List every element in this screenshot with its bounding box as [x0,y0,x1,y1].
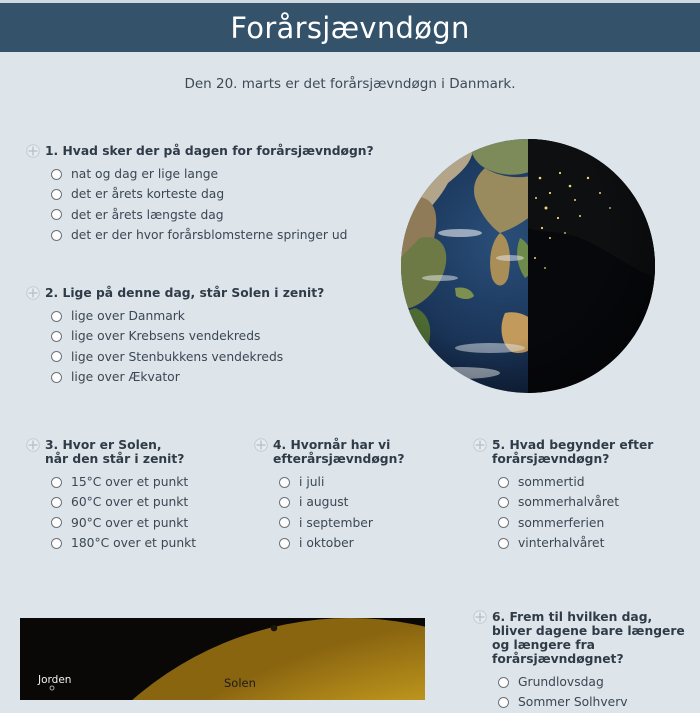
q1-option-3[interactable] [51,205,374,225]
radio-button[interactable] [51,477,62,488]
sun-transit-photo [20,618,425,700]
option-label: det er årets korteste dag [71,187,225,202]
page-title: Forårsjævndøgn [230,10,470,45]
q5-option-3[interactable] [498,513,653,533]
q2-option-3[interactable] [51,347,324,367]
question-4 [254,438,404,553]
q4-option-1[interactable] [279,472,404,492]
q2-option-2[interactable] [51,326,324,346]
question-2 [26,286,324,387]
radio-button[interactable] [498,477,509,488]
q2-option-1[interactable] [51,306,324,326]
radio-button[interactable] [51,331,62,342]
question-2-text: 2. Lige på denne dag, står Solen i zenit? [45,286,325,300]
option-label: sommerhalvåret [518,495,620,510]
question-3 [26,438,196,553]
move-handle-icon[interactable] [473,438,487,452]
sun-label: Solen [224,676,256,690]
q4-option-2[interactable] [279,492,404,512]
radio-button[interactable] [51,230,62,241]
q3-option-4[interactable] [51,533,196,553]
q3-option-2[interactable] [51,492,196,512]
option-label: Sommer Solhverv [518,695,628,710]
option-label: 15°C over et punkt [71,475,189,490]
option-label: lige over Stenbukkens vendekreds [71,349,284,364]
move-handle-icon[interactable] [26,438,40,452]
radio-button[interactable] [51,189,62,200]
q5-option-1[interactable] [498,472,653,492]
radio-button[interactable] [498,538,509,549]
q5-option-4[interactable] [498,533,653,553]
radio-button[interactable] [51,497,62,508]
sun-disc-image [20,618,425,700]
option-label: i august [299,495,349,510]
q6-option-2[interactable] [498,692,685,712]
question-1 [26,144,374,245]
option-label: Grundlovsdag [518,675,604,690]
option-label: sommerferien [518,515,605,530]
option-label: det er der hvor forårsblomsterne springer ud [71,228,348,243]
q1-option-2[interactable] [51,184,374,204]
q6-option-1[interactable] [498,672,685,692]
earth-day-night-image [400,138,656,394]
question-5-text: 5. Hvad begynder efter forårsjævndøgn? [492,438,654,466]
q2-option-4[interactable] [51,367,324,387]
option-label: sommertid [518,475,585,490]
radio-button[interactable] [51,209,62,220]
q4-option-3[interactable] [279,513,404,533]
move-handle-icon[interactable] [254,438,268,452]
question-6-text: 6. Frem til hvilken dag, bliver dagene bare længere og længere fra forårsjævndøgnet? [492,610,685,666]
q4-option-4[interactable] [279,533,404,553]
question-4-text: 4. Hvornår har vi efterårsjævndøgn? [273,438,405,466]
move-handle-icon[interactable] [26,144,40,158]
radio-button[interactable] [498,677,509,688]
q5-option-2[interactable] [498,492,653,512]
question-1-text: 1. Hvad sker der på dagen for forårsjævndøgn? [45,144,374,158]
option-label: i september [299,515,373,530]
radio-button[interactable] [51,538,62,549]
radio-button[interactable] [51,169,62,180]
earth-label: Jorden [38,674,72,686]
q3-option-3[interactable] [51,513,196,533]
radio-button[interactable] [279,538,290,549]
question-3-text: 3. Hvor er Solen, når den står i zenit? [45,438,185,466]
radio-button[interactable] [51,372,62,383]
radio-button[interactable] [498,517,509,528]
option-label: vinterhalvåret [518,536,605,551]
question-6 [473,610,685,713]
move-handle-icon[interactable] [26,286,40,300]
option-label: det er årets længste dag [71,207,224,222]
move-handle-icon[interactable] [473,610,487,624]
radio-button[interactable] [498,497,509,508]
option-label: 180°C over et punkt [71,536,197,551]
q3-option-1[interactable] [51,472,196,492]
q1-option-1[interactable] [51,164,374,184]
option-label: lige over Krebsens vendekreds [71,329,261,344]
intro-text: Den 20. marts er det forårsjævndøgn i Danmark. [184,76,516,92]
radio-button[interactable] [51,351,62,362]
option-label: i oktober [299,536,354,551]
radio-button[interactable] [51,517,62,528]
radio-button[interactable] [51,311,62,322]
title-bar [0,0,700,52]
radio-button[interactable] [279,517,290,528]
option-label: i juli [299,475,325,490]
radio-button[interactable] [279,477,290,488]
option-label: 90°C over et punkt [71,515,189,530]
q1-option-4[interactable] [51,225,374,245]
radio-button[interactable] [279,497,290,508]
option-label: lige over Ækvator [71,370,180,385]
question-5 [473,438,653,553]
option-label: nat og dag er lige lange [71,167,219,182]
radio-button[interactable] [498,697,509,708]
option-label: lige over Danmark [71,309,185,324]
option-label: 60°C over et punkt [71,495,189,510]
